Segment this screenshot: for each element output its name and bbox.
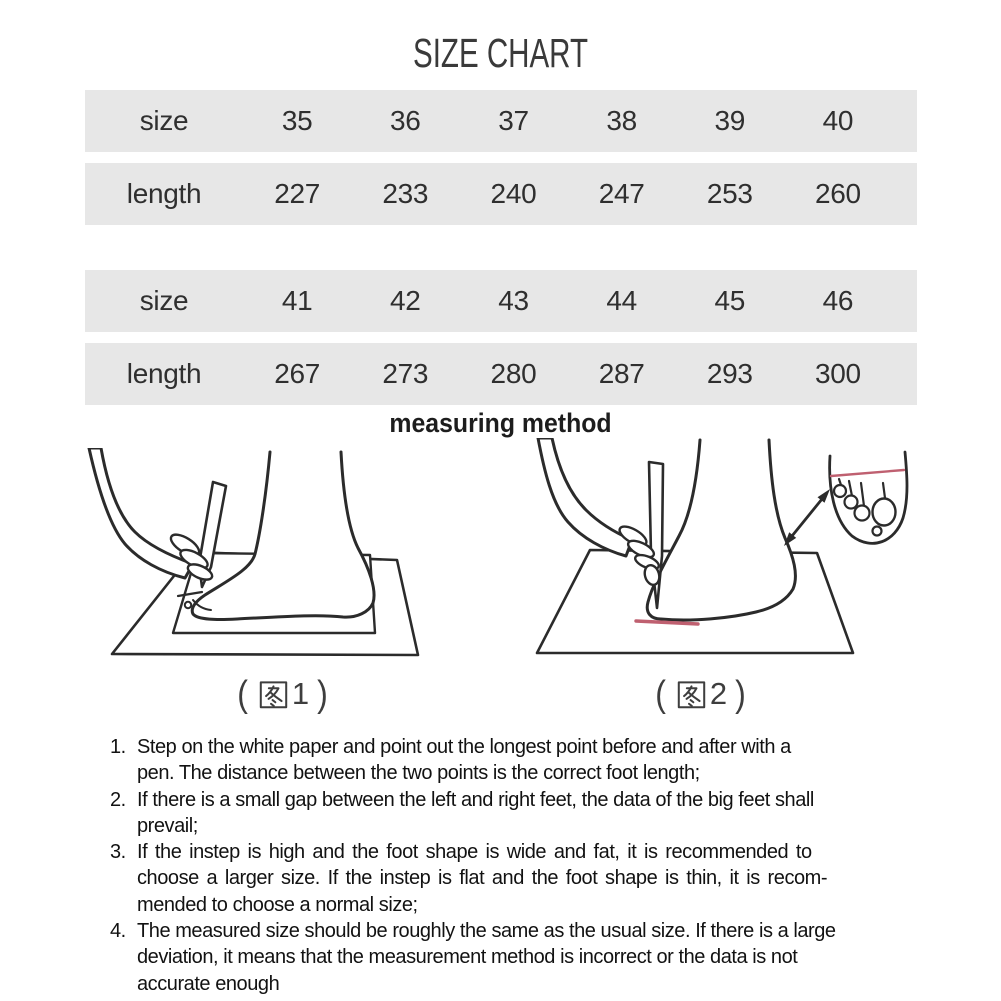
instruction-item xyxy=(110,839,910,918)
instruction-line: accurate enough xyxy=(137,972,280,995)
instruction-line: pen. The distance between the two points is the correct foot length; xyxy=(137,762,700,785)
row-label: length xyxy=(126,358,202,389)
value-cell: 233 xyxy=(382,178,429,209)
instruction-line: deviation, it means that the measurement method is incorrect or the data is not xyxy=(137,946,798,969)
value-cell: 46 xyxy=(822,285,854,316)
value-cell: 267 xyxy=(274,358,321,389)
instruction-number: 4. xyxy=(110,920,126,943)
value-cell: 280 xyxy=(490,358,537,389)
measuring-instructions xyxy=(110,734,910,997)
caption-close-paren: ) xyxy=(317,672,328,715)
figure-2-caption xyxy=(598,672,803,716)
hand-arm xyxy=(538,438,632,556)
foot-outline xyxy=(647,440,795,620)
value-cell: 227 xyxy=(274,178,321,209)
value-cell: 273 xyxy=(382,358,429,389)
instruction-line: The measured size should be roughly the same as the usual size. If there is a large xyxy=(137,920,836,943)
instruction-number: 1. xyxy=(110,736,126,758)
size-row xyxy=(85,270,917,332)
tu-character-glyph xyxy=(676,679,707,710)
value-cell: 293 xyxy=(706,358,753,389)
instruction-line: Step on the white paper and point out the longest point before and after with a xyxy=(137,736,791,758)
row-label: length xyxy=(126,178,202,209)
value-cell: 247 xyxy=(598,178,645,209)
figure-1-caption xyxy=(180,672,385,716)
tu-character-glyph xyxy=(258,679,289,710)
value-cell: 253 xyxy=(706,178,753,209)
value-cell: 37 xyxy=(498,105,529,136)
instruction-line: If there is a small gap between the left and right feet, the data of the big feet shall xyxy=(137,788,814,811)
caption-open-paren: ( xyxy=(237,672,248,715)
caption-open-paren: ( xyxy=(655,672,666,715)
toe-mark-line-red xyxy=(831,470,904,476)
instruction-number: 3. xyxy=(110,841,126,864)
value-cell: 260 xyxy=(815,178,861,209)
caption-close-paren: ) xyxy=(735,672,746,715)
value-cell: 41 xyxy=(281,285,313,316)
value-cell: 39 xyxy=(714,105,746,136)
value-cell: 44 xyxy=(606,285,637,316)
value-cell: 300 xyxy=(815,358,861,389)
figure-1-illustration xyxy=(85,448,495,683)
figure-2-illustration xyxy=(500,438,960,683)
value-cell: 40 xyxy=(822,105,854,136)
instruction-item xyxy=(110,734,910,787)
length-row xyxy=(85,163,917,225)
instruction-line: If the instep is high and the foot shape is wide and fat, it is recommended to xyxy=(137,841,812,864)
row-label: size xyxy=(139,285,189,316)
value-cell: 35 xyxy=(281,105,313,136)
value-cell: 240 xyxy=(490,178,537,209)
double-arrow-icon xyxy=(784,489,830,546)
instruction-item xyxy=(110,787,910,840)
figure-number: 2 xyxy=(709,676,729,711)
big-toe xyxy=(873,499,896,526)
page-title: SIZE CHART xyxy=(413,30,588,76)
foot-outline xyxy=(192,452,374,619)
row-label: size xyxy=(139,105,189,136)
figure-number: 1 xyxy=(291,676,311,711)
value-cell: 36 xyxy=(390,105,421,136)
value-cell: 38 xyxy=(606,105,637,136)
hand-arm xyxy=(89,448,193,578)
length-row xyxy=(85,343,917,405)
instruction-number: 2. xyxy=(110,788,126,811)
instruction-line: mended to choose a normal size; xyxy=(137,893,418,916)
instruction-line: prevail; xyxy=(137,814,198,837)
measuring-method-heading: measuring method xyxy=(389,408,612,438)
value-cell: 43 xyxy=(498,285,529,316)
value-cell: 45 xyxy=(714,285,746,316)
size-table-41-46 xyxy=(85,270,917,416)
size-row xyxy=(85,90,917,152)
size-table-35-40 xyxy=(85,90,917,236)
instruction-item xyxy=(110,918,910,997)
toe-inset xyxy=(830,452,907,543)
value-cell: 42 xyxy=(390,285,421,316)
instruction-line: choose a larger size. If the instep is flat and the foot shape is thin, it is recom- xyxy=(137,867,828,890)
value-cell: 287 xyxy=(598,358,645,389)
